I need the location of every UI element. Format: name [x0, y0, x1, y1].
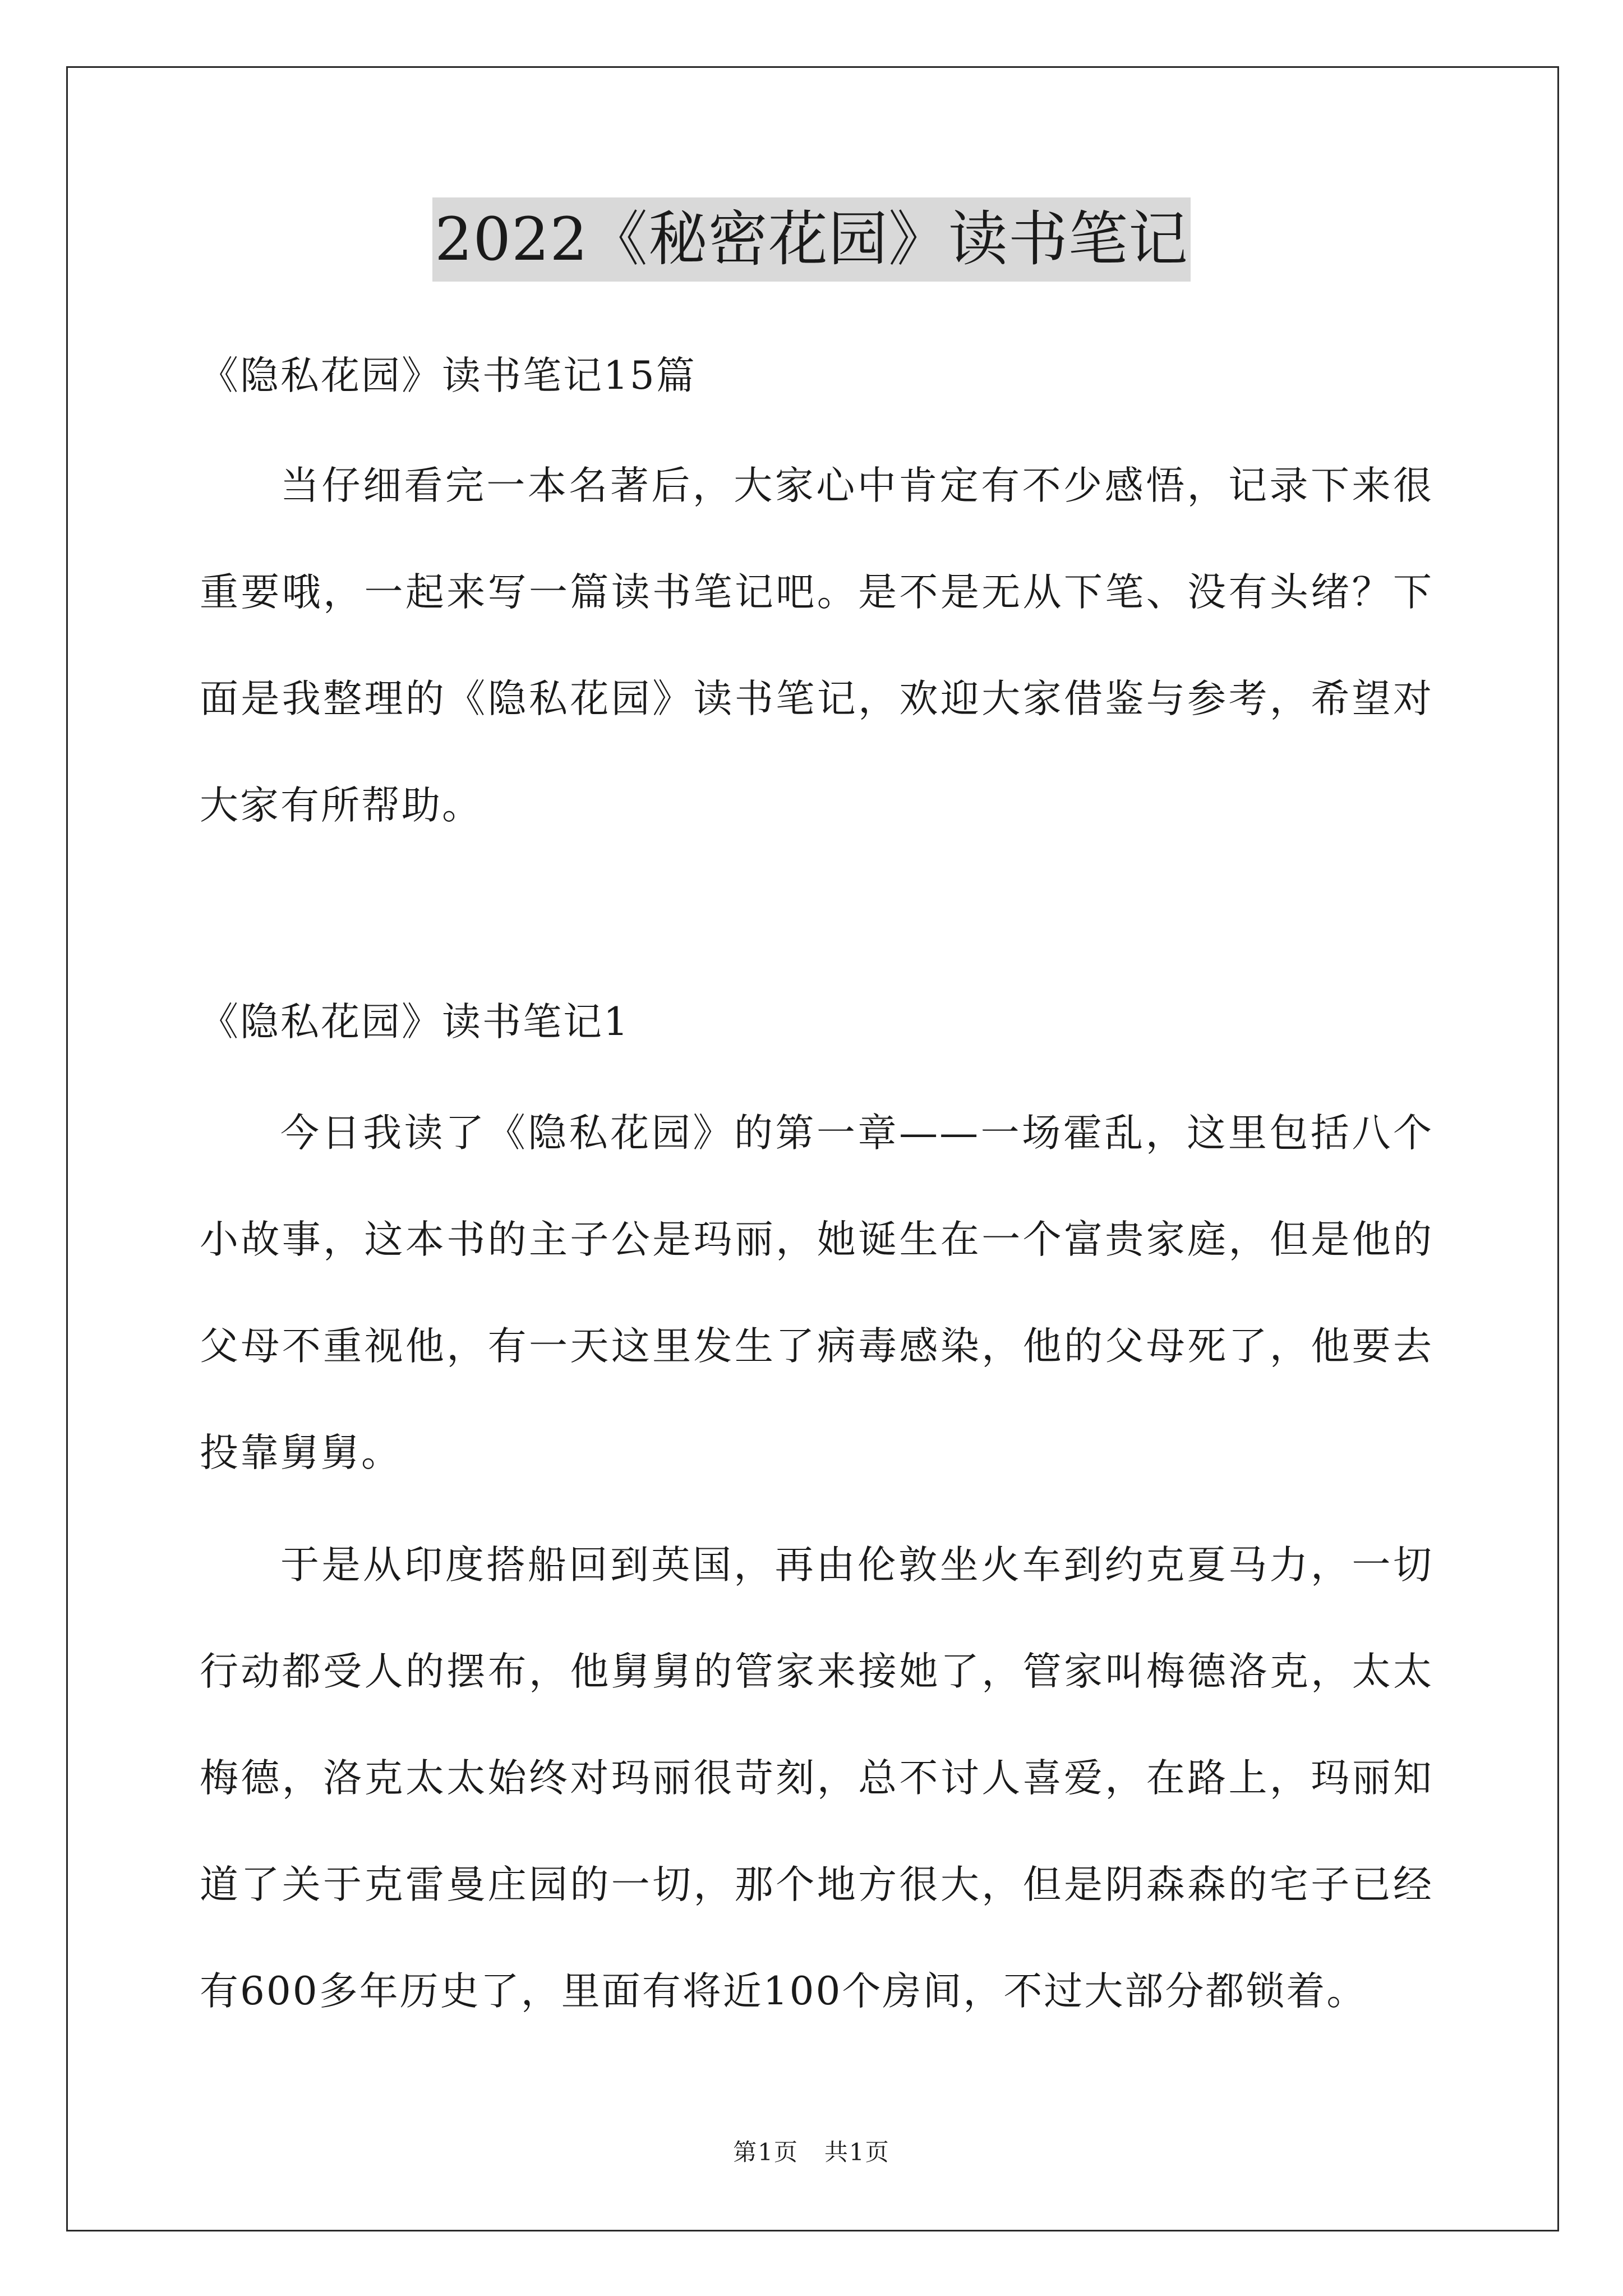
page-total: 共1页	[824, 2138, 890, 2166]
intro-paragraph: 当仔细看完一本名著后，大家心中肯定有不少感悟，记录下来很重要哦，一起来写一篇读书笔记吧。是不是无从下笔、没有头绪？下面是我整理的《隐私花园》读书笔记，欢迎大家借鉴与参考，希望对大家有所帮助。	[200, 463, 1433, 828]
section-heading: 《隐私花园》读书笔记1	[200, 1000, 630, 1045]
title-block	[0, 197, 1623, 282]
page-footer	[0, 2134, 1623, 2168]
section-paragraph-2: 于是从印度搭船回到英国，再由伦敦坐火车到约克夏马力，一切行动都受人的摆布，他舅舅的管家来接她了，管家叫梅德洛克，太太梅德，洛克太太始终对玛丽很苛刻，总不讨人喜爱，在路上，玛丽知道了关于克雷曼庄园的一切，那个地方很大，但是阴森森的宅子已经有600多年历史了，里面有将近100个房间，不过大部分都锁着。	[200, 1543, 1433, 2014]
page-number: 第1页	[733, 2138, 799, 2166]
document-title: 2022《秘密花园》读书笔记	[432, 197, 1191, 282]
document-subtitle: 《隐私花园》读书笔记15篇	[200, 353, 697, 398]
section-paragraph-1: 今日我读了《隐私花园》的第一章——一场霍乱，这里包括八个小故事，这本书的主子公是玛丽，她诞生在一个富贵家庭，但是他的父母不重视他，有一天这里发生了病毒感染，他的父母死了，他要去投靠舅舅。	[200, 1111, 1433, 1475]
